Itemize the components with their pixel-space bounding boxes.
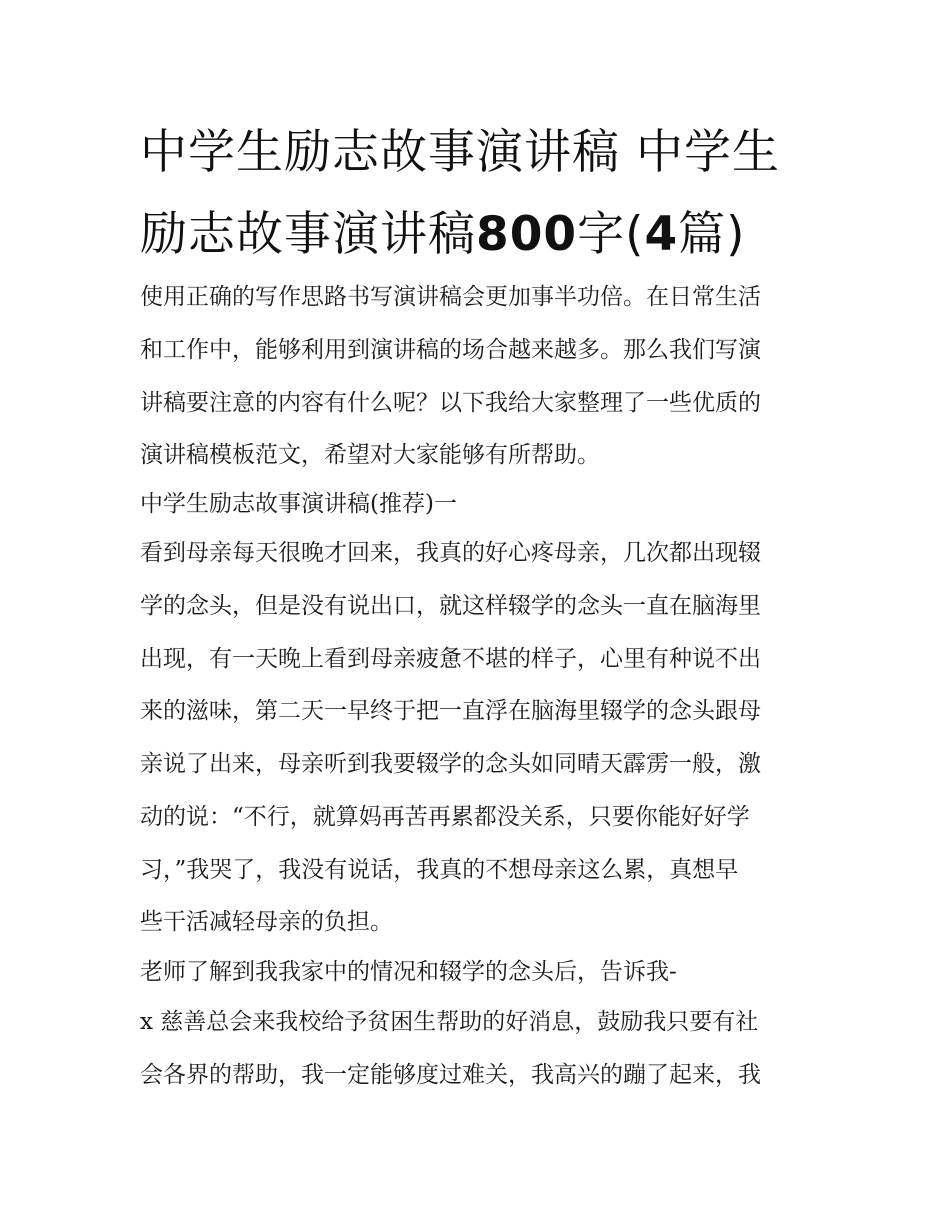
body-line-13: 些干活减轻母亲的负担。 <box>140 909 393 935</box>
body-line-4: 演讲稿模板范文，希望对大家能够有所帮助。 <box>140 442 600 468</box>
body-line-11: 动的说：“不行，就算妈再苦再累都没关系，只要你能好好学 <box>140 804 750 830</box>
body-line-7: 学的念头，但是没有说出口，就这样辍学的念头一直在脑海里 <box>140 593 761 619</box>
body-line-9: 来的滋味，第二天一早终于把一直浮在脑海里辍学的念头跟母 <box>140 698 761 724</box>
body-line-14: 老师了解到我我家中的情况和辍学的念头后，告诉我- <box>140 959 677 985</box>
body-line-15: x 慈善总会来我校给予贫困生帮助的好消息，鼓励我只要有社 <box>140 1009 759 1035</box>
body-line-6: 看到母亲每天很晚才回来，我真的好心疼母亲，几次都出现辍 <box>140 540 761 566</box>
title-article-count: 4 <box>644 207 679 262</box>
body-line-8: 出现，有一天晚上看到母亲疲惫不堪的样子，心里有种说不出 <box>140 646 761 672</box>
title-text-3: 篇) <box>678 207 746 262</box>
body-line-12: 习，”我哭了，我没有说话，我真的不想母亲这么累，真想早 <box>140 857 739 883</box>
title-text: 中学生励志故事演讲稿 中学生励志故事演讲稿 <box>140 125 780 262</box>
title-text-2: 字( <box>577 207 645 262</box>
title-word-count: 800 <box>476 207 578 262</box>
body-line-2: 和工作中，能够利用到演讲稿的场合越来越多。那么我们写演 <box>140 337 761 363</box>
body-line-16: 会各界的帮助，我一定能够度过难关，我高兴的蹦了起来，我 <box>140 1062 761 1088</box>
body-line-1: 使用正确的写作思路书写演讲稿会更加事半功倍。在日常生活 <box>140 284 761 310</box>
body-line-10: 亲说了出来，母亲听到我要辍学的念头如同晴天霹雳一般，激 <box>140 751 761 777</box>
document-title <box>140 112 820 276</box>
body-line-3: 讲稿要注意的内容有什么呢？以下我给大家整理了一些优质的 <box>140 390 761 416</box>
section-heading: 中学生励志故事演讲稿(推荐)一 <box>140 491 457 517</box>
